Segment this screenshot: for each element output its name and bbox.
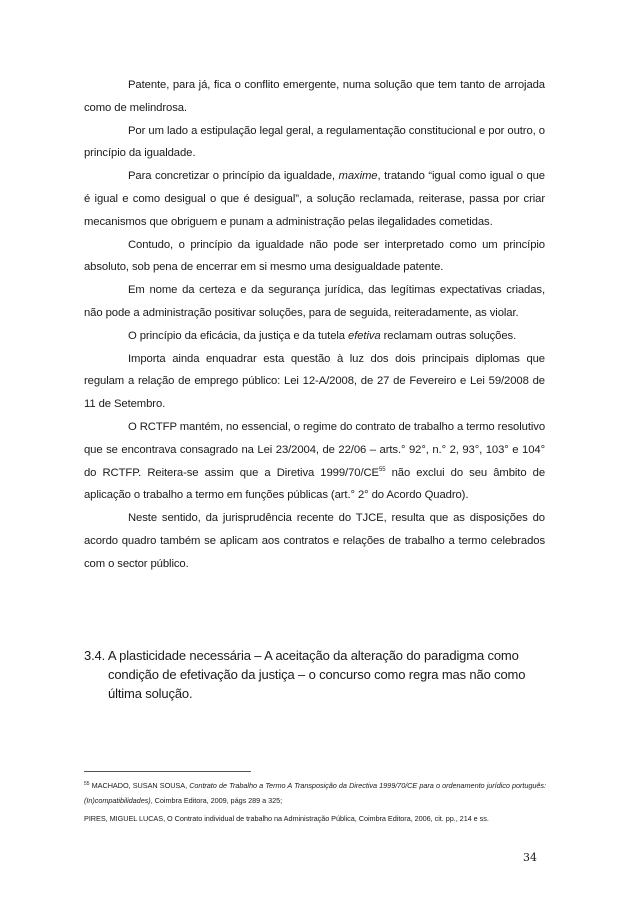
footnote-ref-55[interactable]: 55 [378,466,386,473]
paragraph-4 [84,234,545,280]
paragraph-8-rest: não exclui do seu âmbito de aplicação o trabalho a termo em funções públicas (art.° 2° do Acordo Quadro). [84,466,546,502]
footnote-55-publisher: , Coimbra Editora, 2009, págs 289 a 325; [150,796,283,805]
paragraph-2 [84,120,545,166]
paragraph-5 [84,279,545,325]
footnote-55-author: MACHADO, SUSAN SOUSA, [89,781,190,790]
footnote-divider [84,771,251,772]
footnote-55 [84,778,546,808]
paragraph-9 [84,507,545,575]
paragraph-6-lead: O princípio da eficácia, da justiça e da tutela [128,329,349,342]
paragraph-6 [84,325,545,348]
paragraph-3 [84,165,545,233]
paragraph-4-text: Contudo, o princípio da igualdade não pode ser interpretado como um princípio absoluto, sob pena de encerrar em si mesmo uma desigualdade patente. [84,238,545,274]
paragraph-8-lead: O RCTFP mantém, no essencial, o regime do contrato de trabalho a termo resolutivo que se encontrava consagrado na Lei 23/2004, de 22/06 – arts.° 92°, n.° 2, 93°, 103° e 104° do RCTFP. Reitera-se assim que a Diretiva 1999/70/CE [84,420,545,479]
paragraph-6-emphasis: efetiva [348,329,381,342]
paragraph-3-emphasis: maxime [338,170,378,183]
paragraph-3-lead: Para concretizar o princípio da igualdade, [128,170,339,183]
paragraph-1 [84,74,545,120]
footnotes [84,778,546,829]
footnote-55-title: Contrato de Trabalho a Termo A Transposição da Directiva 1999/70/CE para o ordenamento jurídico português: (In)compatibilidades) [84,781,546,805]
paragraph-7-text: Importa ainda enquadrar esta questão à luz dos dois principais diplomas que regulam a relação de emprego público: Lei 12-A/2008, de 27 de Fevereiro e Lei 59/2008 de 11 de Setembro. [84,352,545,411]
paragraph-5-text: Em nome da certeza e da segurança jurídica, das legítimas expectativas criadas, não pode a administração positivar soluções, para de seguida, reiteradamente, as violar. [84,284,545,319]
paragraph-1-text: Patente, para já, fica o conflito emergente, numa solução que tem tanto de arrojada como de melindrosa. [84,79,545,114]
paragraph-6-rest: reclamam outras soluções. [380,329,517,342]
section-number: 3.4. [84,648,106,663]
paragraph-7 [84,348,545,416]
section-title: A plasticidade necessária – A aceitação da alteração do paradigma como condição de efetivação da justiça – o concurso como regra mas não como última solução. [107,648,526,701]
footnote-55-second-text: PIRES, MIGUEL LUCAS, O Contrato individual de trabalho na Administração Pública, Coimbra Editora, 2006, cit. pp., 214 e ss. [84,814,489,823]
page-number: 34 [523,851,537,864]
paragraph-3-rest: , tratando “igual como igual o que é igual e como desigual o que é desigual”, a solução reclamada, reiterase, passa por criar mecanismos que obriguem e punam a administração pelas ilegalidades cometidas. [84,170,545,228]
body-text [84,74,545,576]
paragraph-8 [84,416,545,507]
paragraph-2-text: Por um lado a estipulação legal geral, a regulamentação constitucional e por outro, o princípio da igualdade. [84,124,545,160]
paragraph-9-text: Neste sentido, da jurisprudência recente do TJCE, resulta que as disposições do acordo quadro também se aplicam aos contratos e relações de trabalho a termo celebrados com o sector público. [84,512,545,570]
section-heading [84,646,554,703]
footnote-55-second-ref [84,811,546,826]
footnote-mark: 55 [84,781,90,787]
